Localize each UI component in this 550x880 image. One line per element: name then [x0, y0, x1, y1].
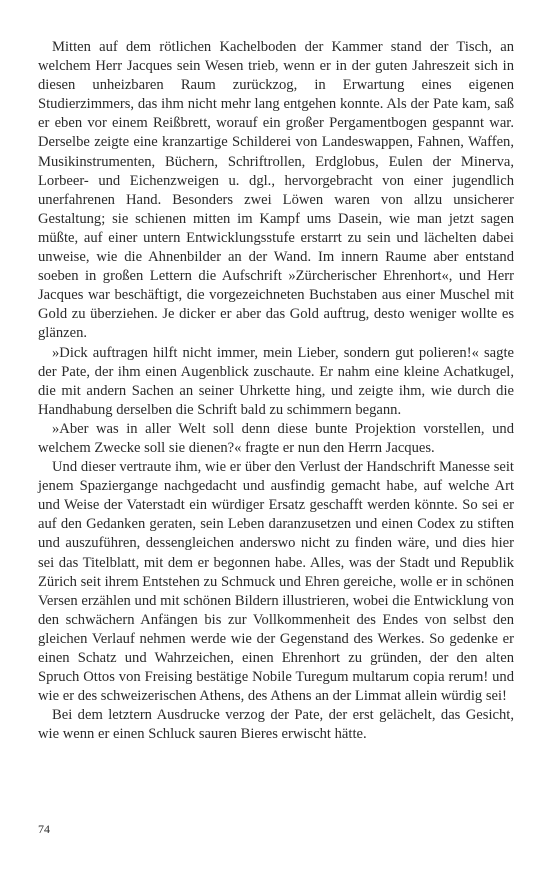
paragraph-1: Mitten auf dem rötlichen Kachelboden der Kammer stand der Tisch, an welchem Herr Jacques sein Wesen trieb, wenn er in der guten Jahreszeit sich in diesen unheizbaren Raum zurückzog, in Erwartung eines eigenen Studierzimmers, das ihm nicht mehr lang entgehen konnte. Als der Pate kam, saß er eben vor einem Reißbrett, worauf ein großer Pergamentbogen gespannt war. Derselbe zeigte eine kranzartige Schilderei von Landeswappen, Fahnen, Waffen, Musikinstrumenten, Büchern, Schriftrollen, Erdglobus, Eulen der Minerva, Lorbeer- und Eichenzweigen u. dgl., hervorgebracht von einer jugendlich unerfahrenen Hand. Besonders zwei Löwen waren von allzu unsicherer Gestaltung; sie schienen mitten im Kampf ums Dasein, wie man jetzt sagen müßte, auf einer untern Entwicklungsstufe erstarrt zu sein und lächelten dabei unweise, wie die Ahnenbilder an der Wand. Im innern Raume aber entstand soeben in großen Lettern die Aufschrift »Zürcherischer Ehrenhort«, und Herr Jacques war beschäftigt, die vorgezeichneten Buchstaben aus einer Muschel mit Gold zu überziehen. Je dicker er aber das Gold auftrug, desto weniger wollte es glänzen.: [38, 39, 514, 342]
paragraph-5: Bei dem letztern Ausdrucke verzog der Pate, der erst gelächelt, das Gesicht, wie wenn er einen Schluck sauren Bieres erwischt hätte.: [38, 707, 514, 743]
paragraph-2: »Dick auftragen hilft nicht immer, mein Lieber, sondern gut polieren!« sagte der Pate, der ihm einen Augenblick zuschaute. Er nahm eine kleine Achatkugel, die mit andern Sachen an seiner Uhrkette hing, und zeigte ihm, wie durch die Handhabung derselben die Schrift bald zu schimmern begann.: [38, 344, 514, 418]
page-text: [38, 38, 514, 744]
paragraph-4: Und dieser vertraute ihm, wie er über den Verlust der Handschrift Manesse seit jenem Spaziergange nachgedacht und ausfindig gemacht habe, auf welche Art und Weise der Vaterstadt ein würdiger Ersatz geschafft werden könnte. So sei er auf den Gedanken geraten, sein Leben daranzusetzen und einen Codex zu stiften und auszuführen, dessengleichen anderswo nicht zu finden wäre, und dies hier sei das Titelblatt, mit dem er begonnen habe. Alles, was der Stadt und Republik Zürich seit ihrem Entstehen zu Schmuck und Ehren gereiche, wolle er in schönen Versen erzählen und mit schönen Bildern illustrieren, wobei die Entwicklung von den schwächern Anfängen bis zur Vollkommenheit des Endes von selbst den gleichen Verlauf nehmen werde wie der Gegenstand des Werkes. So gedenke er einen Schatz und Wahrzeichen, einen Ehrenhort zu gründen, der den alten Spruch Ottos von Freising bestätige Nobile Turegum multarum copia rerum! und wie er des schweizerischen Athens, des Athens an der Limmat allein würdig sei!: [38, 459, 514, 705]
paragraph-3: »Aber was in aller Welt soll denn diese bunte Projektion vorstellen, und welchem Zwecke soll sie dienen?« fragte er nun den Herrn Jacques.: [38, 420, 514, 456]
page-number: 74: [38, 822, 50, 836]
